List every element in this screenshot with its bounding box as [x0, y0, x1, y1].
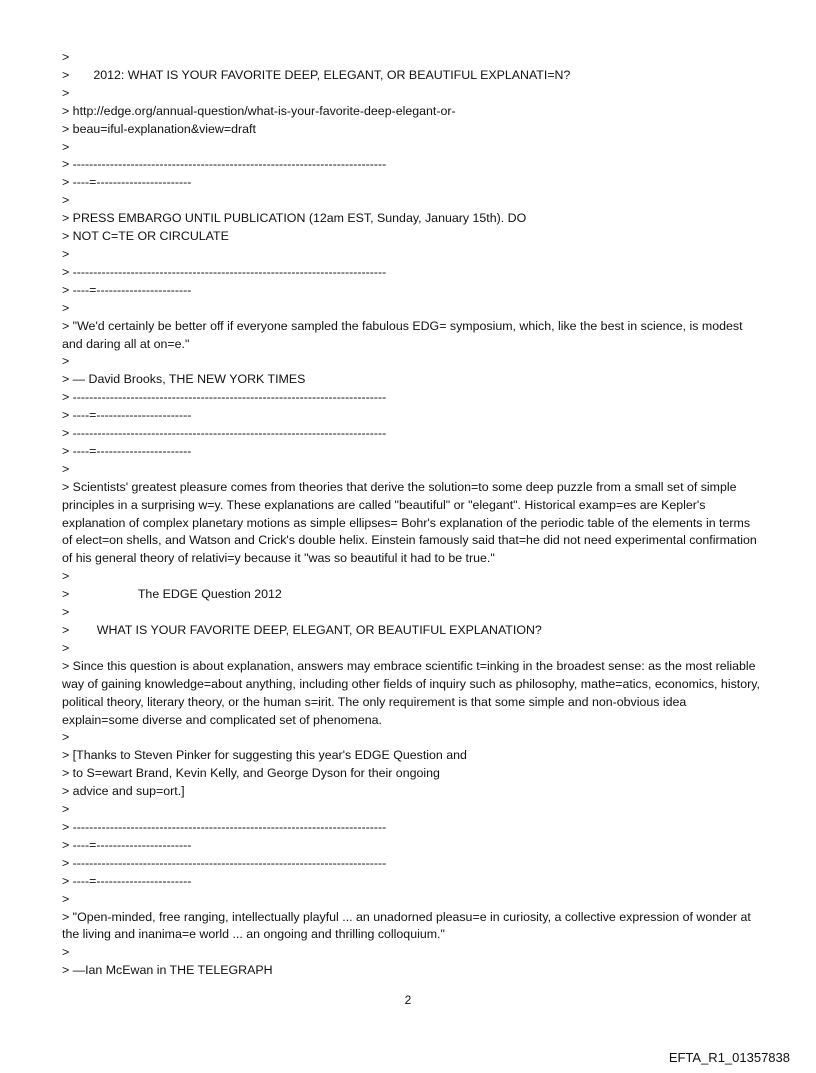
document-id: EFTA_R1_01357838 [668, 1050, 790, 1065]
text-line: > [62, 354, 70, 369]
text-line: > [62, 139, 70, 154]
separator-line: > ----=----------------------- [62, 408, 192, 423]
text-line: > [62, 300, 70, 315]
text-line: > [62, 461, 70, 476]
separator-line: > ----=----------------------- [62, 282, 192, 297]
text-line: > [62, 640, 70, 655]
body-paragraph: > Scientists' greatest pleasure comes from theories that derive the solution=to some deep puzzle from a small set of simple principles in a surprising w=y. These explanations are called "beautiful" or "elegant". Historical examp=es are Kepler's explanation of complex planetary motions as simple ellipses= Bohr's explanation of the periodic table of the elements in terms of elect=on shells, and Watson and Crick's double helix. Einstein famously said that=he did not need experimental confirmation of his general theory of relativi=y because it "was so beautiful it had to be true." [62, 479, 757, 566]
text-line: > [62, 569, 70, 584]
text-line: > [62, 605, 70, 620]
text-line: > 2012: WHAT IS YOUR FAVORITE DEEP, ELEGANT, OR BEAUTIFUL EXPLANATI=N? [62, 67, 571, 82]
text-line: > [62, 730, 70, 745]
quote-attribution: > — David Brooks, THE NEW YORK TIMES [62, 372, 306, 387]
separator-line: > ----=----------------------- [62, 175, 192, 190]
page-number: 2 [404, 993, 412, 1007]
separator-line: > ----=----------------------- [62, 873, 192, 888]
email-body [62, 49, 762, 980]
text-line: > [62, 193, 70, 208]
text-line: > [62, 85, 70, 100]
text-line: > advice and sup=ort.] [62, 784, 185, 799]
separator-line: > ----=----------------------- [62, 837, 192, 852]
quote-paragraph: > "Open-minded, free ranging, intellectually playful ... an unadorned pleasu=e in curiosity, a collective expression of wonder at the living and inanima=e world ... an ongoing and thrilling colloquium." [62, 909, 751, 942]
section-heading: > The EDGE Question 2012 [62, 587, 282, 602]
question-heading: > WHAT IS YOUR FAVORITE DEEP, ELEGANT, OR BEAUTIFUL EXPLANATION? [62, 623, 542, 637]
text-line: > PRESS EMBARGO UNTIL PUBLICATION (12am EST, Sunday, January 15th). DO [62, 211, 527, 226]
text-line: > NOT C=TE OR CIRCULATE [62, 229, 229, 244]
text-line: > [62, 246, 70, 261]
separator-line: > ---------------------------------------------------------------------------- [62, 390, 387, 405]
separator-line: > ---------------------------------------------------------------------------- [62, 855, 387, 870]
separator-line: > ---------------------------------------------------------------------------- [62, 157, 387, 172]
separator-line: > ---------------------------------------------------------------------------- [62, 264, 387, 279]
body-paragraph: > Since this question is about explanation, answers may embrace scientific t=inking in the broadest sense: as the most reliable way of gaining knowledge=about anything, including other fields of inquiry such as philosophy, mathe=atics, economics, history, political theory, literary theory, or the human s=irit. The only requirement is that some simple and non-obvious idea explain=some diverse and complicated set of phenomena. [62, 658, 760, 727]
text-line: > [62, 891, 70, 906]
separator-line: > ----=----------------------- [62, 443, 192, 458]
text-line: > beau=iful-explanation&view=draft [62, 121, 256, 136]
separator-line: > ---------------------------------------------------------------------------- [62, 426, 387, 441]
quote-paragraph: > "We'd certainly be better off if everyone sampled the fabulous EDG= symposium, which, like the best in science, is modest and daring all at on=e." [62, 318, 743, 351]
separator-line: > ---------------------------------------------------------------------------- [62, 819, 387, 834]
text-line: > to S=ewart Brand, Kevin Kelly, and George Dyson for their ongoing [62, 766, 440, 781]
quote-attribution: > —Ian McEwan in THE TELEGRAPH [62, 963, 273, 978]
text-line: > http://edge.org/annual-question/what-is-your-favorite-deep-elegant-or- [62, 103, 456, 118]
text-line: > [Thanks to Steven Pinker for suggesting this year's EDGE Question and [62, 748, 467, 763]
text-line: > [62, 50, 70, 64]
text-line: > [62, 945, 70, 960]
text-line: > [62, 802, 70, 817]
